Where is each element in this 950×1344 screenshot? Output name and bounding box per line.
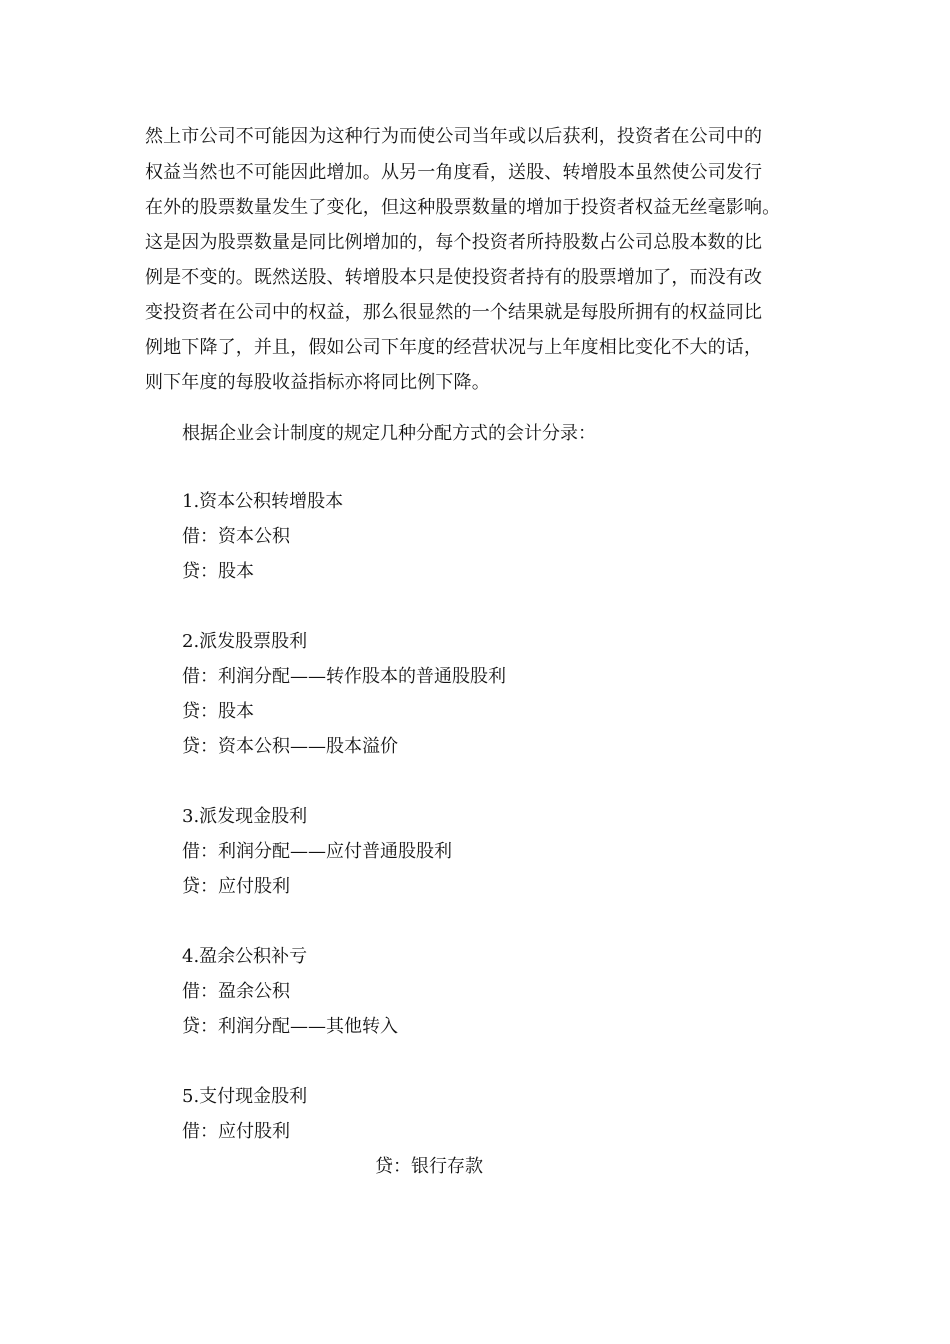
entry-line: 借：盈余公积 bbox=[182, 981, 290, 1002]
entry-line: 贷：银行存款 bbox=[375, 1156, 483, 1177]
entry-line: 借：利润分配——应付普通股股利 bbox=[182, 841, 452, 862]
paragraph-line: 变投资者在公司中的权益，那么很显然的一个结果就是每股所拥有的权益同比 bbox=[145, 302, 763, 323]
entry-title: 2.派发股票股利 bbox=[182, 631, 308, 652]
entry-line: 贷：利润分配——其他转入 bbox=[182, 1016, 398, 1037]
entry-title: 1.资本公积转增股本 bbox=[182, 491, 344, 512]
entry-title: 5.支付现金股利 bbox=[182, 1086, 308, 1107]
entry-line: 贷：应付股利 bbox=[182, 876, 290, 897]
paragraph-line: 例地下降了，并且，假如公司下年度的经营状况与上年度相比变化不大的话， bbox=[145, 337, 763, 358]
entry-line: 贷：股本 bbox=[182, 561, 254, 582]
paragraph-line: 例是不变的。既然送股、转增股本只是使投资者持有的股票增加了，而没有改 bbox=[145, 267, 763, 288]
entry-line: 贷：资本公积——股本溢价 bbox=[182, 736, 398, 757]
entry-line: 借：资本公积 bbox=[182, 526, 290, 547]
intro-line: 根据企业会计制度的规定几种分配方式的会计分录： bbox=[182, 423, 596, 444]
paragraph-line: 在外的股票数量发生了变化，但这种股票数量的增加于投资者权益无丝毫影响。 bbox=[145, 197, 781, 218]
entry-line: 借：应付股利 bbox=[182, 1121, 290, 1142]
paragraph-line: 然上市公司不可能因为这种行为而使公司当年或以后获利，投资者在公司中的 bbox=[145, 126, 763, 147]
entry-line: 贷：股本 bbox=[182, 701, 254, 722]
paragraph-line: 则下年度的每股收益指标亦将同比例下降。 bbox=[145, 372, 490, 393]
entry-title: 3.派发现金股利 bbox=[182, 806, 308, 827]
paragraph-line: 这是因为股票数量是同比例增加的，每个投资者所持股数占公司总股本数的比 bbox=[145, 232, 763, 253]
entry-title: 4.盈余公积补亏 bbox=[182, 946, 308, 967]
entry-line: 借：利润分配——转作股本的普通股股利 bbox=[182, 666, 506, 687]
paragraph-line: 权益当然也不可能因此增加。从另一角度看，送股、转增股本虽然使公司发行 bbox=[145, 162, 763, 183]
